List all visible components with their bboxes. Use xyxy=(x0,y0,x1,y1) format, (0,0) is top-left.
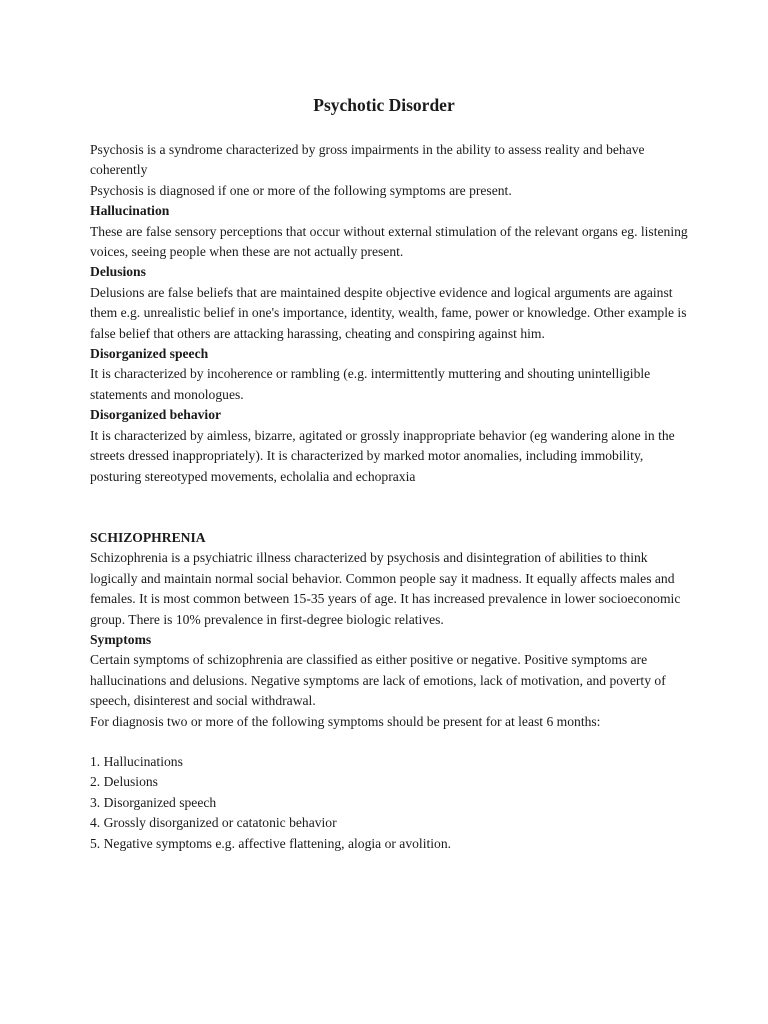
list-item: 3. Disorganized speech xyxy=(90,794,217,810)
disorganized-behavior-text: It is characterized by aimless, bizarre, agitated or grossly inappropriate behavior (eg wandering alone in the streets dressed inappropriately). It is characterized by marked motor anomalies, including immobility, posturing stereotyped movements, echolalia and echopraxia xyxy=(90,427,675,484)
delusions-heading: Delusions xyxy=(90,264,146,280)
list-spacer xyxy=(90,732,690,752)
delusions-text: Delusions are false beliefs that are maintained despite objective evidence and logical arguments are against them e.g. unrealistic belief in one's importance, identity, wealth, fame, power or knowledge. Other example is false belief that others are attacking harassing, cheating and conspiring against him. xyxy=(90,284,687,341)
list-item: 1. Hallucinations xyxy=(90,753,183,769)
disorganized-speech-heading: Disorganized speech xyxy=(90,346,209,362)
disorganized-behavior-heading: Disorganized behavior xyxy=(90,407,222,423)
intro-paragraph-1: Psychosis is a syndrome characterized by gross impairments in the ability to assess reality and behave coherently xyxy=(90,142,645,178)
hallucination-text: These are false sensory perceptions that occur without external stimulation of the relevant organs eg. listening voices, seeing people when these are not actually present. xyxy=(90,223,688,260)
schizophrenia-text: Schizophrenia is a psychiatric illness characterized by psychosis and disintegration of abilities to think logically and maintain normal social behavior. Common people say it madness. It equally affects males and females. It is most common between 15-35 years of age. It has increased prevalence in lower socioeconomic group. There is 10% prevalence in first-degree biologic relatives. xyxy=(90,550,681,627)
document-body xyxy=(90,140,690,854)
disorganized-speech-text: It is characterized by incoherence or rambling (e.g. intermittently muttering and shouting unintelligible statements and monologues. xyxy=(90,366,651,402)
section-spacer xyxy=(90,487,690,528)
symptoms-heading: Symptoms xyxy=(90,631,152,647)
symptoms-text: Certain symptoms of schizophrenia are classified as either positive or negative. Positive symptoms are hallucinations and delusions. Negative symptoms are lack of emotions, lack of motivation, and poverty of speech, disinterest and social withdrawal. xyxy=(90,652,666,709)
diagnosis-text: For diagnosis two or more of the following symptoms should be present for at least 6 months: xyxy=(90,713,601,729)
page-title: Psychotic Disorder xyxy=(313,95,455,115)
symptom-list xyxy=(90,752,690,854)
intro-paragraph-2: Psychosis is diagnosed if one or more of the following symptoms are present. xyxy=(90,182,512,198)
list-item: 5. Negative symptoms e.g. affective flattening, alogia or avolition. xyxy=(90,835,452,851)
list-item: 4. Grossly disorganized or catatonic behavior xyxy=(90,815,337,831)
schizophrenia-heading: SCHIZOPHRENIA xyxy=(90,529,206,545)
list-item: 2. Delusions xyxy=(90,774,158,790)
hallucination-heading: Hallucination xyxy=(90,203,170,219)
